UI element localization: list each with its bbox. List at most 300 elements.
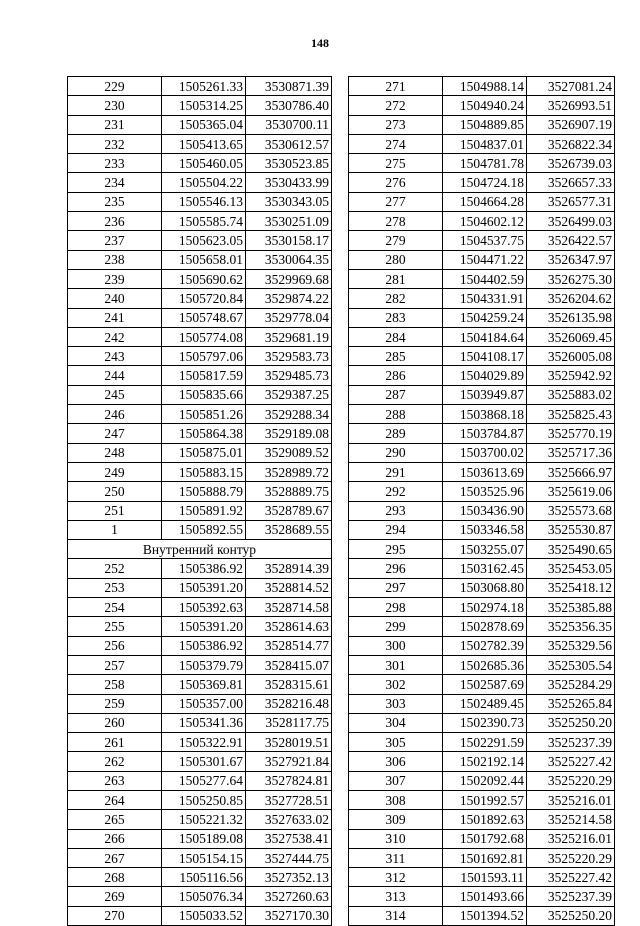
point-number-cell: 256 (68, 636, 162, 655)
table-row (68, 501, 332, 520)
x-coordinate-cell: 1505116.56 (162, 868, 246, 887)
x-coordinate-cell: 1505391.20 (162, 578, 246, 597)
table-row (349, 231, 615, 250)
x-coordinate-cell: 1503700.02 (443, 443, 527, 462)
x-coordinate-cell: 1502587.69 (443, 675, 527, 694)
point-number-cell: 284 (349, 327, 443, 346)
point-number-cell: 233 (68, 154, 162, 173)
point-number-cell: 232 (68, 134, 162, 153)
x-coordinate-cell: 1505386.92 (162, 636, 246, 655)
y-coordinate-cell: 3526499.03 (527, 212, 615, 231)
x-coordinate-cell: 1503949.87 (443, 385, 527, 404)
y-coordinate-cell: 3528714.58 (246, 598, 332, 617)
point-number-cell: 290 (349, 443, 443, 462)
y-coordinate-cell: 3525250.20 (527, 906, 615, 925)
y-coordinate-cell: 3525250.20 (527, 713, 615, 732)
table-row (68, 405, 332, 424)
table-row (349, 868, 615, 887)
x-coordinate-cell: 1501593.11 (443, 868, 527, 887)
x-coordinate-cell: 1505460.05 (162, 154, 246, 173)
table-row (349, 405, 615, 424)
table-row (68, 250, 332, 269)
x-coordinate-cell: 1505413.65 (162, 134, 246, 153)
table-row (68, 173, 332, 192)
y-coordinate-cell: 3526422.57 (527, 231, 615, 250)
table-row (349, 829, 615, 848)
point-number-cell: 236 (68, 212, 162, 231)
y-coordinate-cell: 3528216.48 (246, 694, 332, 713)
point-number-cell: 299 (349, 617, 443, 636)
x-coordinate-cell: 1505623.05 (162, 231, 246, 250)
point-number-cell: 282 (349, 289, 443, 308)
y-coordinate-cell: 3530523.85 (246, 154, 332, 173)
point-number-cell: 234 (68, 173, 162, 192)
point-number-cell: 273 (349, 115, 443, 134)
table-row (349, 173, 615, 192)
x-coordinate-cell: 1503255.07 (443, 540, 527, 559)
point-number-cell: 311 (349, 848, 443, 867)
y-coordinate-cell: 3530251.09 (246, 212, 332, 231)
point-number-cell: 292 (349, 482, 443, 501)
x-coordinate-cell: 1505817.59 (162, 366, 246, 385)
coordinates-table-left (67, 76, 332, 926)
x-coordinate-cell: 1505658.01 (162, 250, 246, 269)
table-row (68, 366, 332, 385)
x-coordinate-cell: 1502489.45 (443, 694, 527, 713)
x-coordinate-cell: 1505369.81 (162, 675, 246, 694)
point-number-cell: 309 (349, 810, 443, 829)
point-number-cell: 230 (68, 96, 162, 115)
x-coordinate-cell: 1505546.13 (162, 192, 246, 211)
table-row (68, 308, 332, 327)
y-coordinate-cell: 3526907.19 (527, 115, 615, 134)
y-coordinate-cell: 3528415.07 (246, 655, 332, 674)
x-coordinate-cell: 1505774.08 (162, 327, 246, 346)
table-row (68, 598, 332, 617)
table-row (349, 752, 615, 771)
point-number-cell: 253 (68, 578, 162, 597)
y-coordinate-cell: 3526347.97 (527, 250, 615, 269)
y-coordinate-cell: 3525265.84 (527, 694, 615, 713)
point-number-cell: 270 (68, 906, 162, 925)
y-coordinate-cell: 3526135.98 (527, 308, 615, 327)
point-number-cell: 251 (68, 501, 162, 520)
y-coordinate-cell: 3527824.81 (246, 771, 332, 790)
y-coordinate-cell: 3527633.02 (246, 810, 332, 829)
y-coordinate-cell: 3528814.52 (246, 578, 332, 597)
table-row (68, 790, 332, 809)
point-number-cell: 267 (68, 848, 162, 867)
point-number-cell: 259 (68, 694, 162, 713)
table-row (68, 482, 332, 501)
x-coordinate-cell: 1504940.24 (443, 96, 527, 115)
x-coordinate-cell: 1505033.52 (162, 906, 246, 925)
point-number-cell: 238 (68, 250, 162, 269)
point-number-cell: 248 (68, 443, 162, 462)
y-coordinate-cell: 3527728.51 (246, 790, 332, 809)
point-number-cell: 297 (349, 578, 443, 597)
x-coordinate-cell: 1502192.14 (443, 752, 527, 771)
x-coordinate-cell: 1505261.33 (162, 77, 246, 96)
table-row (68, 810, 332, 829)
point-number-cell: 258 (68, 675, 162, 694)
y-coordinate-cell: 3530612.57 (246, 134, 332, 153)
y-coordinate-cell: 3525490.65 (527, 540, 615, 559)
y-coordinate-cell: 3528689.55 (246, 520, 332, 539)
x-coordinate-cell: 1503868.18 (443, 405, 527, 424)
point-number-cell: 306 (349, 752, 443, 771)
y-coordinate-cell: 3529387.25 (246, 385, 332, 404)
x-coordinate-cell: 1502390.73 (443, 713, 527, 732)
point-number-cell: 260 (68, 713, 162, 732)
x-coordinate-cell: 1501892.63 (443, 810, 527, 829)
x-coordinate-cell: 1505076.34 (162, 887, 246, 906)
point-number-cell: 279 (349, 231, 443, 250)
point-number-cell: 300 (349, 636, 443, 655)
y-coordinate-cell: 3525237.39 (527, 733, 615, 752)
point-number-cell: 281 (349, 269, 443, 288)
x-coordinate-cell: 1502974.18 (443, 598, 527, 617)
table-row (349, 675, 615, 694)
point-number-cell: 294 (349, 520, 443, 539)
y-coordinate-cell: 3525237.39 (527, 887, 615, 906)
x-coordinate-cell: 1505357.00 (162, 694, 246, 713)
x-coordinate-cell: 1505277.64 (162, 771, 246, 790)
y-coordinate-cell: 3525227.42 (527, 868, 615, 887)
table-row (349, 96, 615, 115)
x-coordinate-cell: 1504331.91 (443, 289, 527, 308)
point-number-cell: 288 (349, 405, 443, 424)
x-coordinate-cell: 1501692.81 (443, 848, 527, 867)
y-coordinate-cell: 3525717.36 (527, 443, 615, 462)
y-coordinate-cell: 3525453.05 (527, 559, 615, 578)
x-coordinate-cell: 1505748.67 (162, 308, 246, 327)
point-number-cell: 269 (68, 887, 162, 906)
table-row (68, 578, 332, 597)
y-coordinate-cell: 3525418.12 (527, 578, 615, 597)
y-coordinate-cell: 3525227.42 (527, 752, 615, 771)
x-coordinate-cell: 1504029.89 (443, 366, 527, 385)
point-number-cell: 286 (349, 366, 443, 385)
y-coordinate-cell: 3525770.19 (527, 424, 615, 443)
table-row (349, 520, 615, 539)
point-number-cell: 257 (68, 655, 162, 674)
point-number-cell: 245 (68, 385, 162, 404)
y-coordinate-cell: 3526275.30 (527, 269, 615, 288)
table-row (68, 231, 332, 250)
x-coordinate-cell: 1505154.15 (162, 848, 246, 867)
x-coordinate-cell: 1503784.87 (443, 424, 527, 443)
table-row (68, 327, 332, 346)
point-number-cell: 246 (68, 405, 162, 424)
point-number-cell: 241 (68, 308, 162, 327)
x-coordinate-cell: 1504889.85 (443, 115, 527, 134)
point-number-cell: 289 (349, 424, 443, 443)
point-number-cell: 268 (68, 868, 162, 887)
y-coordinate-cell: 3525220.29 (527, 848, 615, 867)
y-coordinate-cell: 3529681.19 (246, 327, 332, 346)
y-coordinate-cell: 3529189.08 (246, 424, 332, 443)
section-title: Внутренний контур (68, 540, 332, 559)
y-coordinate-cell: 3526739.03 (527, 154, 615, 173)
x-coordinate-cell: 1505365.04 (162, 115, 246, 134)
table-row (68, 115, 332, 134)
table-row (349, 733, 615, 752)
table-row (68, 347, 332, 366)
table-row (68, 559, 332, 578)
y-coordinate-cell: 3526993.51 (527, 96, 615, 115)
x-coordinate-cell: 1505851.26 (162, 405, 246, 424)
x-coordinate-cell: 1505875.01 (162, 443, 246, 462)
y-coordinate-cell: 3529874.22 (246, 289, 332, 308)
y-coordinate-cell: 3525216.01 (527, 790, 615, 809)
point-number-cell: 266 (68, 829, 162, 848)
y-coordinate-cell: 3525284.29 (527, 675, 615, 694)
table-row (68, 269, 332, 288)
x-coordinate-cell: 1504837.01 (443, 134, 527, 153)
table-row (349, 578, 615, 597)
y-coordinate-cell: 3525305.54 (527, 655, 615, 674)
point-number-cell: 285 (349, 347, 443, 366)
x-coordinate-cell: 1504108.17 (443, 347, 527, 366)
y-coordinate-cell: 3526005.08 (527, 347, 615, 366)
y-coordinate-cell: 3530786.40 (246, 96, 332, 115)
x-coordinate-cell: 1505835.66 (162, 385, 246, 404)
table-row (349, 462, 615, 481)
point-number-cell: 252 (68, 559, 162, 578)
table-row (68, 906, 332, 925)
y-coordinate-cell: 3529583.73 (246, 347, 332, 366)
x-coordinate-cell: 1505221.32 (162, 810, 246, 829)
y-coordinate-cell: 3528019.51 (246, 733, 332, 752)
point-number-cell: 243 (68, 347, 162, 366)
point-number-cell: 254 (68, 598, 162, 617)
y-coordinate-cell: 3529485.73 (246, 366, 332, 385)
table-row (349, 771, 615, 790)
point-number-cell: 271 (349, 77, 443, 96)
x-coordinate-cell: 1505392.63 (162, 598, 246, 617)
table-row (349, 598, 615, 617)
section-header-row (68, 540, 332, 559)
x-coordinate-cell: 1502092.44 (443, 771, 527, 790)
table-row (68, 636, 332, 655)
point-number-cell: 237 (68, 231, 162, 250)
page-number: 148 (311, 36, 329, 50)
table-row (68, 713, 332, 732)
point-number-cell: 240 (68, 289, 162, 308)
x-coordinate-cell: 1504184.64 (443, 327, 527, 346)
y-coordinate-cell: 3525666.97 (527, 462, 615, 481)
table-row (349, 810, 615, 829)
table-row (68, 694, 332, 713)
x-coordinate-cell: 1504664.28 (443, 192, 527, 211)
point-number-cell: 304 (349, 713, 443, 732)
point-number-cell: 308 (349, 790, 443, 809)
table-row (349, 366, 615, 385)
x-coordinate-cell: 1503162.45 (443, 559, 527, 578)
point-number-cell: 303 (349, 694, 443, 713)
table-row (68, 134, 332, 153)
x-coordinate-cell: 1501992.57 (443, 790, 527, 809)
table-row (349, 906, 615, 925)
table-row (349, 694, 615, 713)
table-row (349, 212, 615, 231)
y-coordinate-cell: 3530343.05 (246, 192, 332, 211)
y-coordinate-cell: 3526822.34 (527, 134, 615, 153)
point-number-cell: 310 (349, 829, 443, 848)
table-row (349, 848, 615, 867)
point-number-cell: 235 (68, 192, 162, 211)
x-coordinate-cell: 1504259.24 (443, 308, 527, 327)
table-row (349, 501, 615, 520)
y-coordinate-cell: 3527081.24 (527, 77, 615, 96)
x-coordinate-cell: 1505189.08 (162, 829, 246, 848)
point-number-cell: 264 (68, 790, 162, 809)
y-coordinate-cell: 3525530.87 (527, 520, 615, 539)
x-coordinate-cell: 1504724.18 (443, 173, 527, 192)
y-coordinate-cell: 3528614.63 (246, 617, 332, 636)
point-number-cell: 293 (349, 501, 443, 520)
table-row (68, 655, 332, 674)
point-number-cell: 305 (349, 733, 443, 752)
x-coordinate-cell: 1502782.39 (443, 636, 527, 655)
y-coordinate-cell: 3527260.63 (246, 887, 332, 906)
point-number-cell: 314 (349, 906, 443, 925)
point-number-cell: 283 (349, 308, 443, 327)
y-coordinate-cell: 3528914.39 (246, 559, 332, 578)
x-coordinate-cell: 1504602.12 (443, 212, 527, 231)
table-row (349, 790, 615, 809)
table-row (68, 752, 332, 771)
point-number-cell: 1 (68, 520, 162, 539)
table-row (68, 887, 332, 906)
point-number-cell: 231 (68, 115, 162, 134)
table-row (68, 96, 332, 115)
y-coordinate-cell: 3525220.29 (527, 771, 615, 790)
table-row (68, 520, 332, 539)
table-row (349, 192, 615, 211)
table-row (349, 655, 615, 674)
x-coordinate-cell: 1505504.22 (162, 173, 246, 192)
y-coordinate-cell: 3528514.77 (246, 636, 332, 655)
table-row (349, 347, 615, 366)
table-row (68, 675, 332, 694)
point-number-cell: 261 (68, 733, 162, 752)
point-number-cell: 296 (349, 559, 443, 578)
y-coordinate-cell: 3525825.43 (527, 405, 615, 424)
y-coordinate-cell: 3528789.67 (246, 501, 332, 520)
y-coordinate-cell: 3529089.52 (246, 443, 332, 462)
y-coordinate-cell: 3525883.02 (527, 385, 615, 404)
y-coordinate-cell: 3527538.41 (246, 829, 332, 848)
y-coordinate-cell: 3530433.99 (246, 173, 332, 192)
y-coordinate-cell: 3525942.92 (527, 366, 615, 385)
table-row (349, 887, 615, 906)
x-coordinate-cell: 1505797.06 (162, 347, 246, 366)
table-row (349, 289, 615, 308)
y-coordinate-cell: 3528989.72 (246, 462, 332, 481)
point-number-cell: 280 (349, 250, 443, 269)
table-row (349, 636, 615, 655)
table-row (349, 269, 615, 288)
x-coordinate-cell: 1505391.20 (162, 617, 246, 636)
table-row (349, 482, 615, 501)
x-coordinate-cell: 1505314.25 (162, 96, 246, 115)
x-coordinate-cell: 1505585.74 (162, 212, 246, 231)
point-number-cell: 313 (349, 887, 443, 906)
table-row (349, 540, 615, 559)
point-number-cell: 275 (349, 154, 443, 173)
table-row (349, 559, 615, 578)
y-coordinate-cell: 3530871.39 (246, 77, 332, 96)
table-row (349, 134, 615, 153)
point-number-cell: 298 (349, 598, 443, 617)
y-coordinate-cell: 3529778.04 (246, 308, 332, 327)
y-coordinate-cell: 3526577.31 (527, 192, 615, 211)
x-coordinate-cell: 1505720.84 (162, 289, 246, 308)
x-coordinate-cell: 1502878.69 (443, 617, 527, 636)
y-coordinate-cell: 3528889.75 (246, 482, 332, 501)
y-coordinate-cell: 3529288.34 (246, 405, 332, 424)
table-row (349, 308, 615, 327)
point-number-cell: 263 (68, 771, 162, 790)
y-coordinate-cell: 3527352.13 (246, 868, 332, 887)
point-number-cell: 276 (349, 173, 443, 192)
x-coordinate-cell: 1502685.36 (443, 655, 527, 674)
table-row (68, 771, 332, 790)
table-row (68, 212, 332, 231)
y-coordinate-cell: 3527921.84 (246, 752, 332, 771)
x-coordinate-cell: 1505250.85 (162, 790, 246, 809)
point-number-cell: 255 (68, 617, 162, 636)
table-row (349, 385, 615, 404)
point-number-cell: 265 (68, 810, 162, 829)
table-row (349, 115, 615, 134)
y-coordinate-cell: 3530064.35 (246, 250, 332, 269)
table-row (349, 327, 615, 346)
x-coordinate-cell: 1502291.59 (443, 733, 527, 752)
y-coordinate-cell: 3527170.30 (246, 906, 332, 925)
y-coordinate-cell: 3525356.35 (527, 617, 615, 636)
point-number-cell: 291 (349, 462, 443, 481)
point-number-cell: 307 (349, 771, 443, 790)
point-number-cell: 277 (349, 192, 443, 211)
y-coordinate-cell: 3528315.61 (246, 675, 332, 694)
point-number-cell: 249 (68, 462, 162, 481)
y-coordinate-cell: 3526204.62 (527, 289, 615, 308)
x-coordinate-cell: 1503525.96 (443, 482, 527, 501)
table-row (68, 462, 332, 481)
x-coordinate-cell: 1504537.75 (443, 231, 527, 250)
point-number-cell: 250 (68, 482, 162, 501)
table-row (349, 77, 615, 96)
point-number-cell: 302 (349, 675, 443, 694)
point-number-cell: 242 (68, 327, 162, 346)
table-row (68, 289, 332, 308)
x-coordinate-cell: 1504402.59 (443, 269, 527, 288)
x-coordinate-cell: 1505864.38 (162, 424, 246, 443)
x-coordinate-cell: 1505690.62 (162, 269, 246, 288)
table-row (68, 77, 332, 96)
x-coordinate-cell: 1504781.78 (443, 154, 527, 173)
y-coordinate-cell: 3525214.58 (527, 810, 615, 829)
y-coordinate-cell: 3525573.68 (527, 501, 615, 520)
x-coordinate-cell: 1501493.66 (443, 887, 527, 906)
point-number-cell: 229 (68, 77, 162, 96)
x-coordinate-cell: 1505883.15 (162, 462, 246, 481)
point-number-cell: 295 (349, 540, 443, 559)
table-row (349, 424, 615, 443)
